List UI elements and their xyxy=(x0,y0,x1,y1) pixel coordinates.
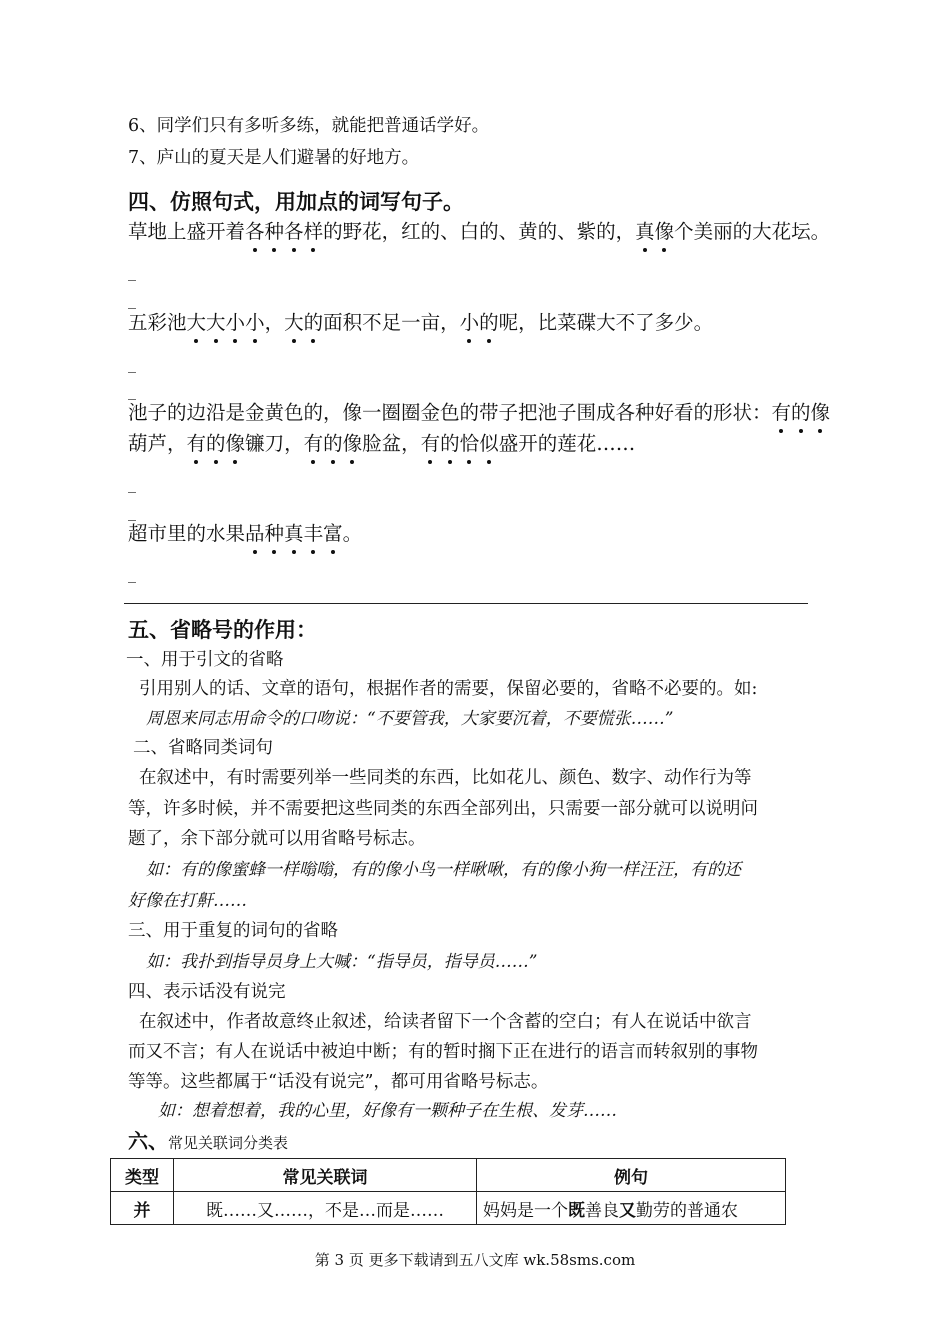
text-part: 呢，比菜碟大不了多少。 xyxy=(498,311,714,334)
text-part: 妈妈是一个 xyxy=(483,1200,568,1221)
item-1-example: 周恩来同志用命令的口吻说：“不要管我，大家要沉着，不要慌张……” xyxy=(146,709,674,729)
dotted-char: 像 xyxy=(810,401,831,424)
text-part: 。 xyxy=(342,522,363,545)
dotted-char: 的 xyxy=(791,401,811,424)
text-part: ， xyxy=(264,311,285,334)
emphasized-word xyxy=(635,220,674,243)
item-2-text-line-1: 在叙述中，有时需要列举一些同类的东西，比如花儿、颜色、数字、动作行为等 xyxy=(139,768,752,788)
header-words: 常见关联词 xyxy=(174,1159,477,1192)
item-4-title: 四、表示话没有说完 xyxy=(128,982,286,1002)
page-footer: 第 3 页 更多下载请到五八文库 wk.58sms.com xyxy=(314,1251,636,1269)
item-1-text: 引用别人的话、文章的语句，根据作者的需要，保留必要的，省略不必要的。如: xyxy=(139,679,758,699)
emphasized-word xyxy=(304,432,363,455)
answer-blank[interactable]: _ xyxy=(128,564,136,583)
item-2-example-line-2: 好像在打鼾…… xyxy=(128,891,247,911)
text-part: 勤劳的普通农 xyxy=(636,1200,738,1221)
conjunction-table xyxy=(110,1158,786,1225)
dotted-char: 的 xyxy=(440,432,460,455)
example-sentence-1 xyxy=(128,220,830,244)
answer-blank[interactable]: _ xyxy=(128,474,136,493)
text-part: 葫芦， xyxy=(128,432,187,455)
emphasized-word xyxy=(772,401,831,424)
text-part: 五彩池 xyxy=(128,311,187,334)
text-part: 个美丽的大花坛。 xyxy=(674,220,831,243)
item-3-title: 三、用于重复的词句的省略 xyxy=(128,921,338,941)
bold-keyword: 又 xyxy=(619,1200,636,1221)
text-part: 面积不足一亩， xyxy=(323,311,460,334)
answer-blank[interactable]: _ xyxy=(128,354,136,373)
dotted-char: 真 xyxy=(284,522,304,545)
emphasized-word xyxy=(284,311,323,334)
dotted-char: 富 xyxy=(323,522,343,545)
text-part: 池子的边沿是金黄色的，像一圈圈金色的带子把池子围成各种好看的形状： xyxy=(128,401,772,424)
dotted-char: 的 xyxy=(206,432,226,455)
dotted-char: 有 xyxy=(771,401,792,424)
table-row xyxy=(111,1192,786,1225)
text-part: 脸盆， xyxy=(362,432,421,455)
dotted-char: 品 xyxy=(245,522,265,545)
sentence-6: 6、同学们只有多听多练，就能把普通话学好。 xyxy=(128,116,490,136)
text-part: 盛开的莲花…… xyxy=(498,432,636,455)
example-sentence-3-line-2 xyxy=(128,432,635,456)
dotted-char: 小 xyxy=(459,311,480,334)
item-2-text-line-3: 题了，余下部分就可以用省略号标志。 xyxy=(128,829,426,849)
section-6-heading xyxy=(128,1129,288,1155)
sentence-7: 7、庐山的夏天是人们避暑的好地方。 xyxy=(128,148,420,168)
dotted-char: 像 xyxy=(225,432,246,455)
dotted-char: 有 xyxy=(420,432,441,455)
section-5-heading: 五、省略号的作用： xyxy=(128,618,317,642)
dotted-char: 有 xyxy=(186,432,207,455)
emphasized-word xyxy=(421,432,499,455)
dotted-char: 种 xyxy=(264,220,285,243)
text-part: 草地上盛开着 xyxy=(128,220,246,243)
dotted-char: 大 xyxy=(284,311,304,334)
cell-type: 并 xyxy=(111,1192,174,1225)
dotted-char: 像 xyxy=(342,432,363,455)
text-part: 善良 xyxy=(585,1200,619,1221)
item-1-title: 一、用于引文的省略 xyxy=(126,650,284,670)
section-4-heading: 四、仿照句式，用加点的词写句子。 xyxy=(128,190,464,214)
table-header-row xyxy=(111,1159,786,1192)
dotted-char: 的 xyxy=(323,432,343,455)
emphasized-word xyxy=(187,311,265,334)
dotted-char: 似 xyxy=(479,432,499,455)
answer-blank[interactable]: _ xyxy=(128,290,136,309)
emphasized-word xyxy=(284,522,343,545)
item-2-text-line-2: 等，许多时候，并不需要把这些同类的东西全部列出，只需要一部分就可以说明问 xyxy=(128,799,758,819)
dotted-char: 小 xyxy=(225,311,246,334)
item-4-text-line-2: 而又不言；有人在说话中被迫中断；有的暂时搁下正在进行的语言而转叙别的事物 xyxy=(128,1042,758,1062)
example-sentence-2 xyxy=(128,311,713,335)
emphasized-word xyxy=(187,432,246,455)
dotted-char: 各 xyxy=(284,220,304,243)
example-sentence-3-line-1 xyxy=(128,401,830,425)
header-type: 类型 xyxy=(111,1159,174,1192)
item-4-text-line-1: 在叙述中，作者故意终止叙述，给读者留下一个含蓄的空白；有人在说话中欲言 xyxy=(139,1012,752,1032)
dotted-char: 大 xyxy=(206,311,226,334)
section-6-title: 常见关联词分类表 xyxy=(168,1134,289,1152)
dotted-char: 恰 xyxy=(459,432,480,455)
dotted-char: 的 xyxy=(303,311,324,334)
emphasized-word xyxy=(245,522,284,545)
cell-words: 既……又……，不是…而是…… xyxy=(174,1192,477,1225)
dotted-char: 有 xyxy=(303,432,324,455)
item-4-text-line-3: 等等。这些都属于“话没有说完”，都可用省略号标志。 xyxy=(128,1072,549,1092)
dotted-char: 大 xyxy=(186,311,207,334)
text-part: 的野花，红的、白的、黄的、紫的， xyxy=(323,220,636,243)
dotted-char: 种 xyxy=(264,522,285,545)
header-example: 例句 xyxy=(477,1159,786,1192)
cell-example xyxy=(477,1192,786,1225)
emphasized-word xyxy=(245,220,323,243)
dotted-char: 各 xyxy=(245,220,265,243)
bold-keyword: 既 xyxy=(568,1200,585,1221)
emphasized-word xyxy=(460,311,499,334)
dotted-char: 丰 xyxy=(303,522,324,545)
dotted-char: 像 xyxy=(654,220,675,243)
divider xyxy=(124,603,808,604)
dotted-char: 真 xyxy=(635,220,655,243)
item-2-example-line-1: 如：有的像蜜蜂一样嗡嗡，有的像小鸟一样啾啾，有的像小狗一样汪汪，有的还 xyxy=(146,860,741,880)
answer-blank[interactable]: _ xyxy=(128,262,136,281)
dotted-char: 样 xyxy=(303,220,324,243)
dotted-char: 的 xyxy=(479,311,499,334)
example-sentence-4 xyxy=(128,522,362,546)
answer-blank[interactable]: _ xyxy=(128,381,136,400)
section-6-label: 六、 xyxy=(128,1129,168,1153)
item-2-title: 二、省略同类词句 xyxy=(133,738,273,758)
text-part: 镰刀， xyxy=(245,432,304,455)
answer-blank[interactable]: _ xyxy=(128,502,136,521)
dotted-char: 小 xyxy=(245,311,265,334)
item-4-example: 如：想着想着，我的心里，好像有一颗种子在生根、发芽…… xyxy=(158,1101,617,1121)
item-3-example: 如：我扑到指导员身上大喊：“指导员，指导员……” xyxy=(146,952,538,972)
text-part: 超市里的水果 xyxy=(128,522,246,545)
